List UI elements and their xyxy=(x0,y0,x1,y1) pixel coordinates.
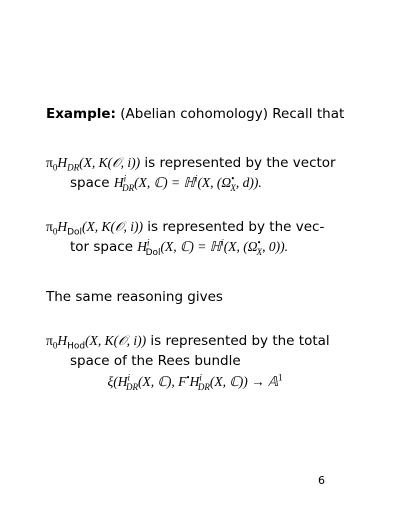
dr-paragraph xyxy=(46,153,356,193)
example-line xyxy=(46,104,356,124)
dol-line-1: $\pi_0H_{Dol}(X$, K(𝒪, i)) is represented by the vec- xyxy=(46,219,325,238)
dol-paragraph xyxy=(46,217,356,257)
dol-line-2: tor space $H^i_{Dol}(X$, ℂ) = ℍ$^i$(X, ($\Omega^•_X$, 0)). xyxy=(70,237,289,258)
example-rest: (Abelian cohomology) Recall that xyxy=(120,106,345,122)
page-number: 6 xyxy=(318,474,325,487)
example-heading: Example: xyxy=(46,106,116,122)
dr-line-1: $\pi_0H_{DR}(X$, K(𝒪, i)) is represented by the vector xyxy=(46,155,336,173)
rees-formula: $\xi(H^i_{DR}(X$, ℂ), $F^•H^i_{DR}(X$, ℂ)) → 𝔸$^1$ xyxy=(107,372,283,392)
same-reasoning: The same reasoning gives xyxy=(46,289,223,305)
hod-paragraph xyxy=(46,331,356,371)
dr-line-2: space $H^i_{DR}(X$, ℂ) = ℍ$^i$(X, ($\Omega^•_X$, d)). xyxy=(70,173,262,193)
hod-line-1: $\pi_0H_{Hod}(X$, K(𝒪, i)) is represented by the total xyxy=(46,333,330,352)
hod-line-2: space of the Rees bundle xyxy=(70,353,241,369)
